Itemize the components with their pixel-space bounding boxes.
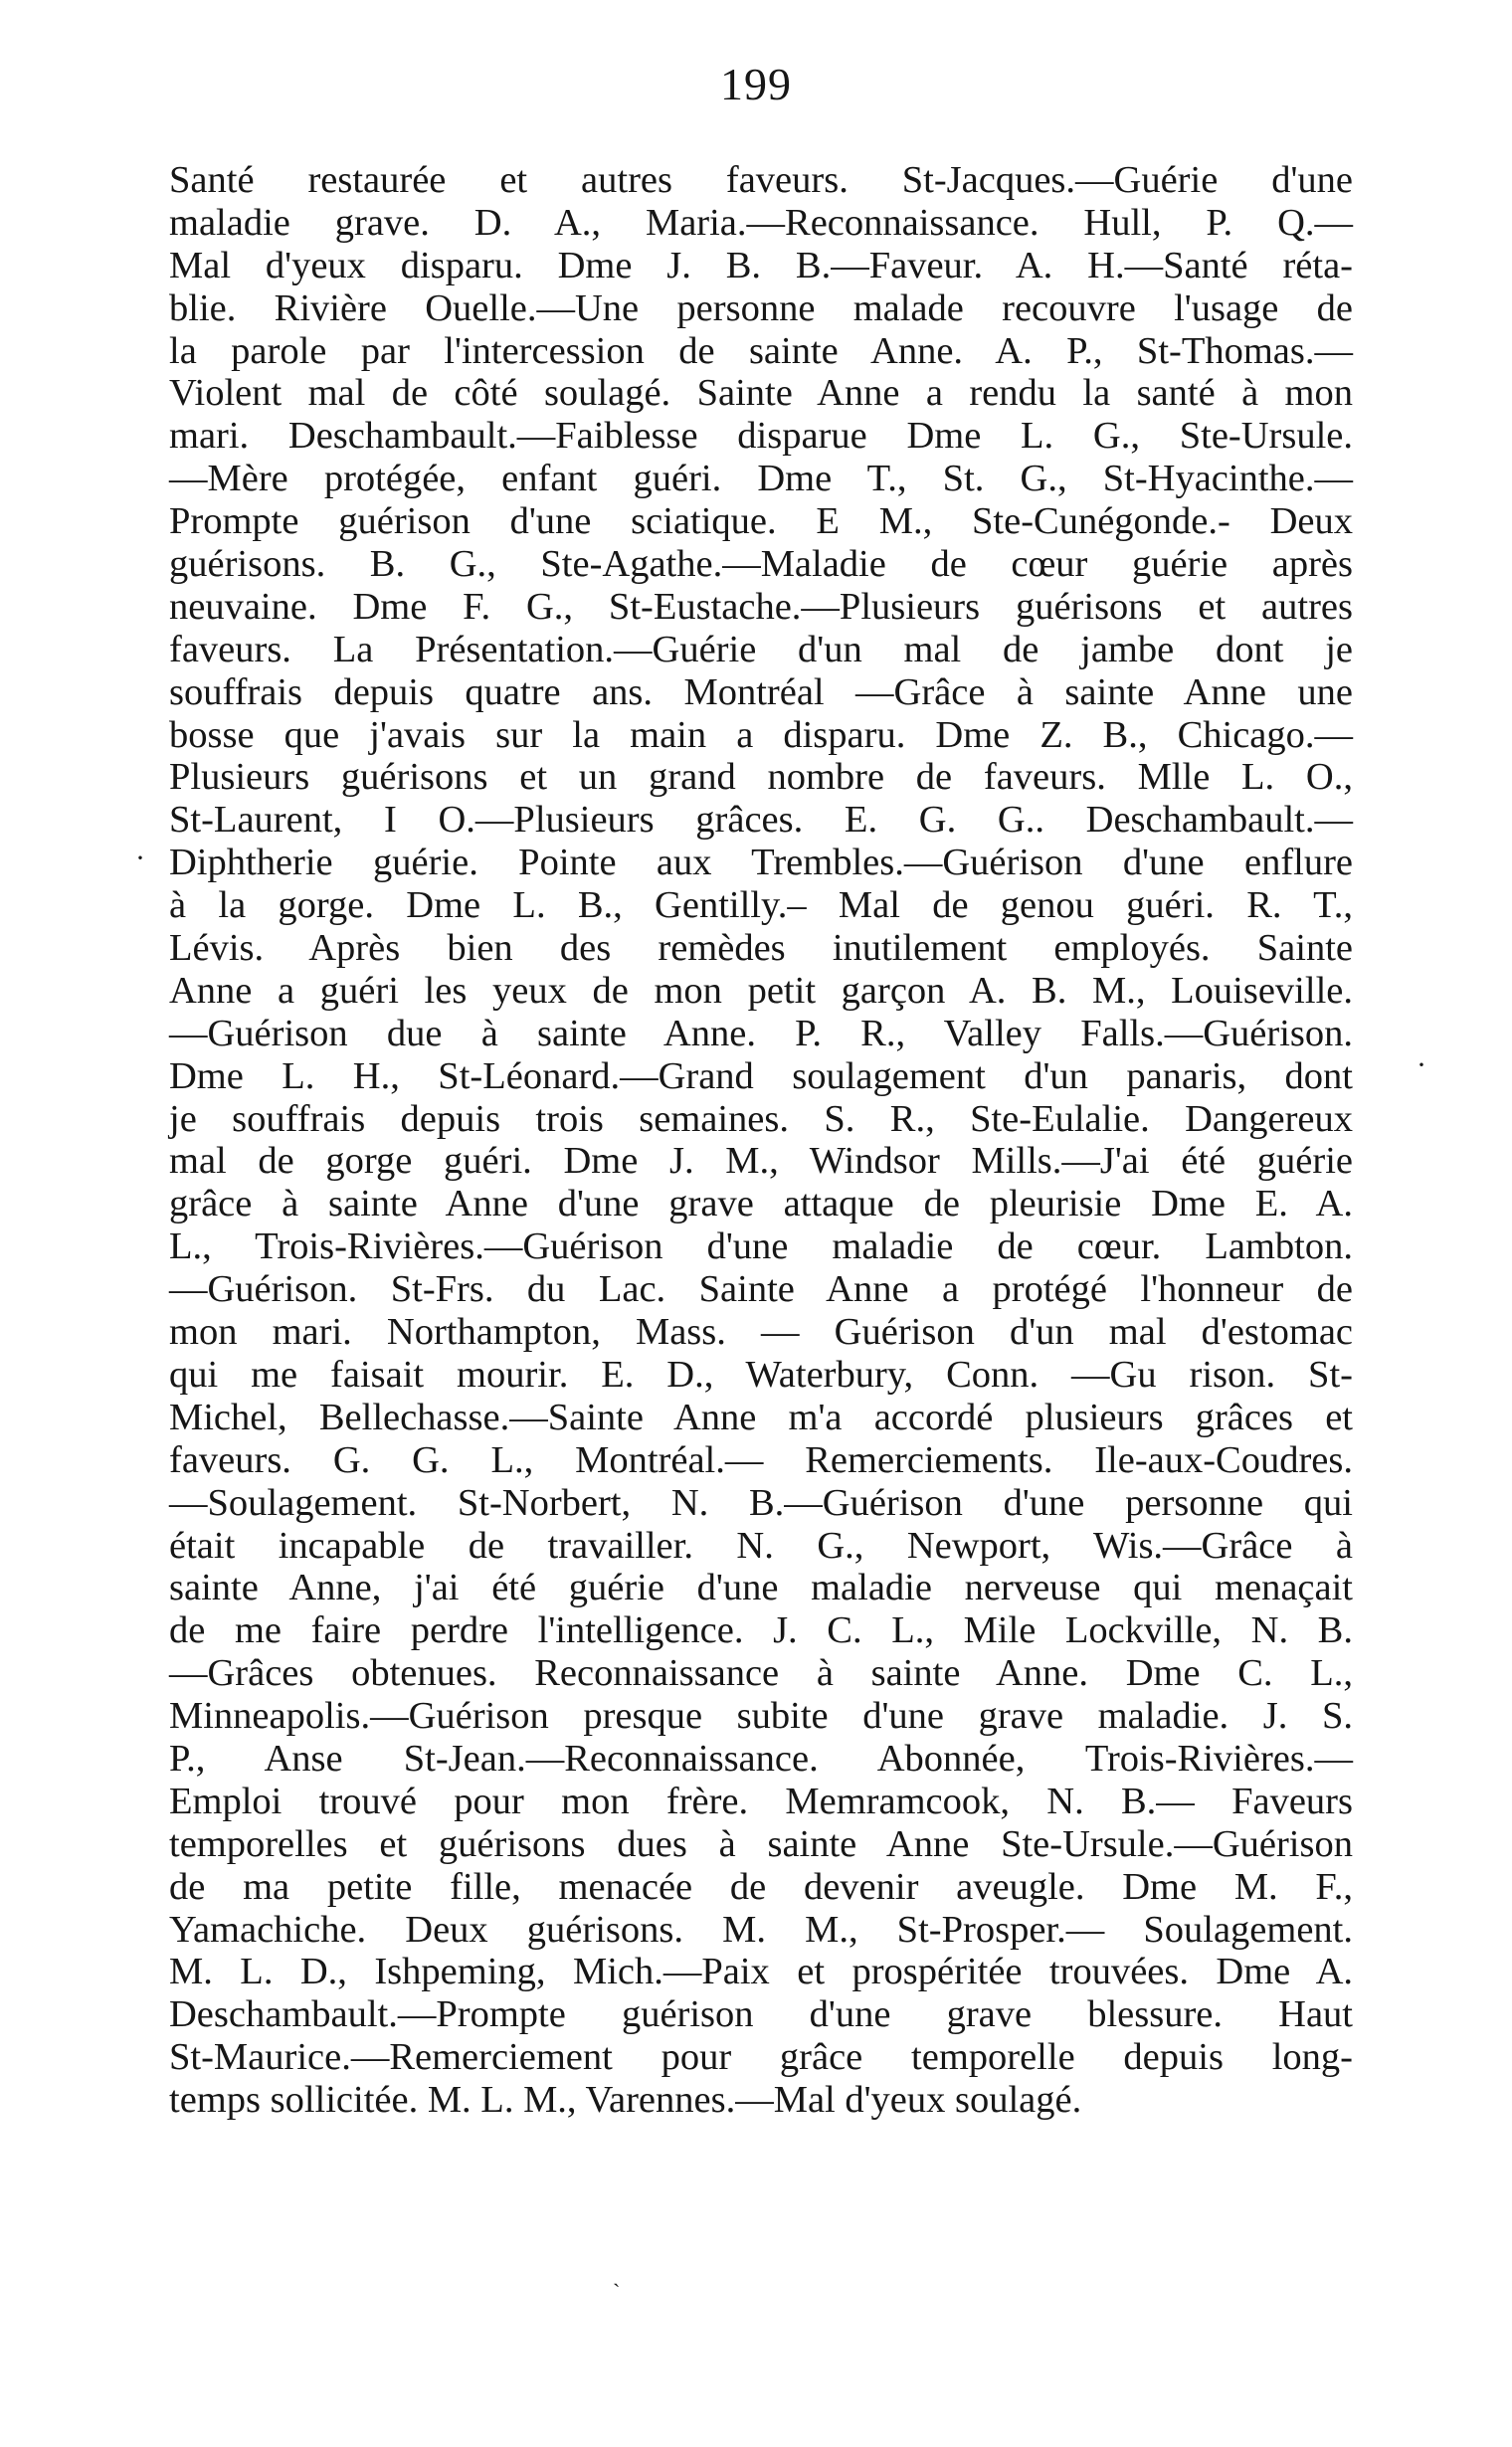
text-line: —Soulagement. St-Norbert, N. B.—Guérison d'une personne qui: [169, 1481, 1353, 1524]
text-line: de ma petite fille, menacée de devenir aveugle. Dme M. F.,: [169, 1865, 1353, 1908]
text-line: la parole par l'intercession de sainte Anne. A. P., St-Thomas.—: [169, 329, 1353, 372]
text-line: Dme L. H., St-Léonard.—Grand soulagement d'un panaris, dont: [169, 1054, 1353, 1097]
margin-mark-left: ·: [135, 842, 145, 874]
text-line: L., Trois-Rivières.—Guérison d'une maladie de cœur. Lambton.: [169, 1225, 1353, 1268]
page-number: 199: [720, 59, 792, 109]
margin-mark-right: ·: [1417, 1048, 1426, 1081]
text-line: Anne a guéri les yeux de mon petit garçon A. B. M., Louiseville.: [169, 969, 1353, 1012]
text-line: à la gorge. Dme L. B., Gentilly.– Mal de genou guéri. R. T.,: [169, 884, 1353, 927]
text-line: St-Laurent, I O.—Plusieurs grâces. E. G. G.. Deschambault.—: [169, 799, 1353, 842]
text-line: blie. Rivière Ouelle.—Une personne malade recouvre l'usage de: [169, 286, 1353, 329]
text-line: mari. Deschambault.—Faiblesse disparue Dme L. G., Ste-Ursule.: [169, 415, 1353, 458]
text-line: guérisons. B. G., Ste-Agathe.—Maladie de cœur guérie après: [169, 543, 1353, 586]
text-line: Santé restaurée et autres faveurs. St-Jacques.—Guérie d'une: [169, 159, 1353, 201]
text-line: était incapable de travailler. N. G., Newport, Wis.—Grâce à: [169, 1524, 1353, 1567]
text-line: Emploi trouvé pour mon frère. Memramcook, N. B.— Faveurs: [169, 1780, 1353, 1822]
text-line: —Guérison due à sainte Anne. P. R., Valley Falls.—Guérison.: [169, 1012, 1353, 1054]
text-line: Minneapolis.—Guérison presque subite d'une grave maladie. J. S.: [169, 1695, 1353, 1738]
text-line: temps sollicitée. M. L. M., Varennes.—Mal d'yeux soulagé.: [169, 2079, 1082, 2122]
text-line: Deschambault.—Prompte guérison d'une grave blessure. Haut: [169, 1993, 1353, 2036]
text-line: qui me faisait mourir. E. D., Waterbury, Conn. —Gu rison. St-: [169, 1353, 1353, 1396]
text-line: Prompte guérison d'une sciatique. E M., Ste-Cunégonde.- Deux: [169, 500, 1353, 543]
text-line: St-Maurice.—Remerciement pour grâce temporelle depuis long-: [169, 2036, 1353, 2079]
text-line: temporelles et guérisons dues à sainte Anne Ste-Ursule.—Guérison: [169, 1822, 1353, 1865]
text-line: Mal d'yeux disparu. Dme J. B. B.—Faveur. A. H.—Santé réta-: [169, 244, 1353, 286]
text-line: mal de gorge guéri. Dme J. M., Windsor Mills.—J'ai été guérie: [169, 1140, 1353, 1183]
text-line: Michel, Bellechasse.—Sainte Anne m'a accordé plusieurs grâces et: [169, 1396, 1353, 1438]
text-line: faveurs. G. G. L., Montréal.— Remerciements. Ile-aux-Coudres.: [169, 1438, 1353, 1481]
text-line: Plusieurs guérisons et un grand nombre de faveurs. Mlle L. O.,: [169, 756, 1353, 799]
text-line: de me faire perdre l'intelligence. J. C. L., Mile Lockville, N. B.: [169, 1609, 1353, 1652]
text-line: maladie grave. D. A., Maria.—Reconnaissance. Hull, P. Q.—: [169, 201, 1353, 244]
margin-mark-bottom: ˏ: [613, 2262, 621, 2287]
text-line: Diphtherie guérie. Pointe aux Trembles.—Guérison d'une enflure: [169, 842, 1353, 884]
text-line: —Grâces obtenues. Reconnaissance à sainte Anne. Dme C. L.,: [169, 1652, 1353, 1695]
text-line: je souffrais depuis trois semaines. S. R., Ste-Eulalie. Dangereux: [169, 1097, 1353, 1140]
text-line: bosse que j'avais sur la main a disparu. Dme Z. B., Chicago.—: [169, 713, 1353, 756]
body-text: [169, 159, 1353, 2122]
text-line: M. L. D., Ishpeming, Mich.—Paix et prospéritée trouvées. Dme A.: [169, 1951, 1353, 1993]
text-line: grâce à sainte Anne d'une grave attaque de pleurisie Dme E. A.: [169, 1183, 1353, 1225]
text-line: P., Anse St-Jean.—Reconnaissance. Abonnée, Trois-Rivières.—: [169, 1737, 1353, 1780]
text-line: —Mère protégée, enfant guéri. Dme T., St. G., St-Hyacinthe.—: [169, 458, 1353, 500]
text-line: souffrais depuis quatre ans. Montréal —Grâce à sainte Anne une: [169, 670, 1353, 713]
text-line: Yamachiche. Deux guérisons. M. M., St-Prosper.— Soulagement.: [169, 1908, 1353, 1951]
text-line: —Guérison. St-Frs. du Lac. Sainte Anne a protégé l'honneur de: [169, 1268, 1353, 1311]
text-line: Lévis. Après bien des remèdes inutilement employés. Sainte: [169, 927, 1353, 970]
text-line: faveurs. La Présentation.—Guérie d'un mal de jambe dont je: [169, 628, 1353, 670]
text-line: sainte Anne, j'ai été guérie d'une maladie nerveuse qui menaçait: [169, 1567, 1353, 1609]
text-line: neuvaine. Dme F. G., St-Eustache.—Plusieurs guérisons et autres: [169, 585, 1353, 628]
text-line: mon mari. Northampton, Mass. — Guérison d'un mal d'estomac: [169, 1311, 1353, 1354]
text-line: Violent mal de côté soulagé. Sainte Anne a rendu la santé à mon: [169, 372, 1353, 415]
